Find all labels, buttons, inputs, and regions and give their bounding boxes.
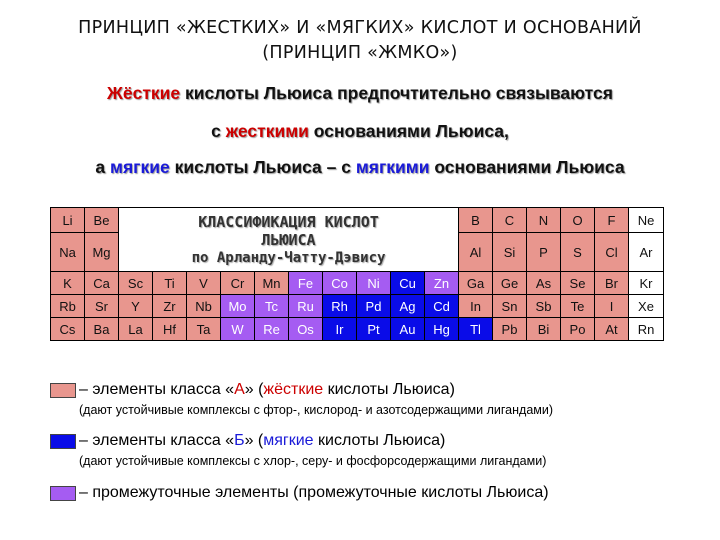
element-cell-tc: Tc <box>255 295 289 318</box>
element-cell-sb: Sb <box>527 295 561 318</box>
element-cell-ta: Ta <box>187 318 221 341</box>
principle-text: основаниями Льюиса, <box>308 121 509 141</box>
element-cell-ar: Ar <box>629 233 664 272</box>
legend-swatch-intermediate <box>50 486 76 501</box>
element-cell-li: Li <box>51 208 85 233</box>
element-cell-ti: Ti <box>153 272 187 295</box>
element-cell-zn: Zn <box>425 272 459 295</box>
element-cell-hf: Hf <box>153 318 187 341</box>
element-cell-po: Po <box>561 318 595 341</box>
element-cell-nb: Nb <box>187 295 221 318</box>
element-cell-w: W <box>221 318 255 341</box>
principle-text: с <box>211 121 226 141</box>
element-cell-at: At <box>595 318 629 341</box>
legend-swatch-hard <box>50 383 76 398</box>
element-cell-y: Y <box>119 295 153 318</box>
element-cell-pt: Pt <box>357 318 391 341</box>
element-cell-be: Be <box>85 208 119 233</box>
element-cell-v: V <box>187 272 221 295</box>
element-cell-os: Os <box>289 318 323 341</box>
principle-text: кислоты Льюиса предпочтительно связываются <box>180 83 613 103</box>
legend-hard-word: жёсткие <box>263 381 324 398</box>
element-cell-ir: Ir <box>323 318 357 341</box>
legend-soft-note: (дают устойчивые комплексы с хлор-, серу- и фосфорсодержащими лигандами) <box>79 454 547 468</box>
legend-soft <box>79 431 445 451</box>
soft-word: мягкими <box>355 157 430 177</box>
element-cell-mg: Mg <box>85 233 119 272</box>
principle-line-3 <box>0 157 720 178</box>
element-cell-cr: Cr <box>221 272 255 295</box>
element-cell-f: F <box>595 208 629 233</box>
principle-text: а <box>95 157 110 177</box>
legend-class-letter: Б <box>234 432 245 449</box>
element-cell-bi: Bi <box>527 318 561 341</box>
element-cell-te: Te <box>561 295 595 318</box>
element-cell-k: K <box>51 272 85 295</box>
legend-text: » ( <box>244 432 264 449</box>
element-cell-si: Si <box>493 233 527 272</box>
principle-text: кислоты Льюиса – с <box>169 157 356 177</box>
element-cell-ni: Ni <box>357 272 391 295</box>
element-cell-re: Re <box>255 318 289 341</box>
legend-soft-word: мягкие <box>263 432 314 449</box>
hard-word: Жёсткие <box>107 83 181 103</box>
element-cell-ge: Ge <box>493 272 527 295</box>
element-cell-in: In <box>459 295 493 318</box>
element-cell-hg: Hg <box>425 318 459 341</box>
element-cell-au: Au <box>391 318 425 341</box>
element-cell-ru: Ru <box>289 295 323 318</box>
principle-text: основаниями Льюиса <box>429 157 625 177</box>
legend-text: – элементы класса « <box>79 381 235 398</box>
element-cell-pb: Pb <box>493 318 527 341</box>
legend-text: кислоты Льюиса) <box>313 432 446 449</box>
element-cell-ca: Ca <box>85 272 119 295</box>
element-cell-mn: Mn <box>255 272 289 295</box>
page-title: ПРИНЦИП «ЖЕСТКИХ» И «МЯГКИХ» КИСЛОТ И ОСНОВАНИЙ <box>78 18 642 38</box>
element-cell-n: N <box>527 208 561 233</box>
legend-class-letter: А <box>234 381 245 398</box>
element-cell-ga: Ga <box>459 272 493 295</box>
classification-line: КЛАССИФИКАЦИЯ КИСЛОТ <box>198 212 379 231</box>
element-cell-cd: Cd <box>425 295 459 318</box>
principle-line-1 <box>0 83 720 104</box>
element-cell-b: B <box>459 208 493 233</box>
hard-word: жесткими <box>225 121 309 141</box>
element-cell-pd: Pd <box>357 295 391 318</box>
element-cell-s: S <box>561 233 595 272</box>
element-cell-tl: Tl <box>459 318 493 341</box>
legend-text: » ( <box>244 381 264 398</box>
periodic-table <box>50 207 664 341</box>
element-cell-p: P <box>527 233 561 272</box>
element-cell-br: Br <box>595 272 629 295</box>
element-cell-cs: Cs <box>51 318 85 341</box>
element-cell-rh: Rh <box>323 295 357 318</box>
element-cell-se: Se <box>561 272 595 295</box>
element-cell-sn: Sn <box>493 295 527 318</box>
element-cell-i: I <box>595 295 629 318</box>
element-cell-sc: Sc <box>119 272 153 295</box>
soft-word: мягкие <box>110 157 170 177</box>
principle-line-2 <box>0 121 720 142</box>
element-cell-al: Al <box>459 233 493 272</box>
element-cell-sr: Sr <box>85 295 119 318</box>
element-cell-as: As <box>527 272 561 295</box>
element-cell-co: Co <box>323 272 357 295</box>
element-cell-rb: Rb <box>51 295 85 318</box>
legend-swatch-soft <box>50 434 76 449</box>
legend-intermediate: – промежуточные элементы (промежуточные кислоты Льюиса) <box>79 484 549 501</box>
element-cell-o: O <box>561 208 595 233</box>
element-cell-ne: Ne <box>629 208 664 233</box>
legend-text: кислоты Льюиса) <box>323 381 455 398</box>
legend-hard-note: (дают устойчивые комплексы с фтор-, кислород- и азотсодержащими лигандами) <box>79 403 554 417</box>
element-cell-cu: Cu <box>391 272 425 295</box>
element-cell-fe: Fe <box>289 272 323 295</box>
element-cell-mo: Mo <box>221 295 255 318</box>
classification-title <box>119 208 459 272</box>
classification-line: ЛЬЮИСА <box>261 230 316 249</box>
element-cell-na: Na <box>51 233 85 272</box>
element-cell-la: La <box>119 318 153 341</box>
classification-subtitle: по Арланду-Чатту-Дэвису <box>191 249 386 266</box>
element-cell-xe: Xe <box>629 295 664 318</box>
page-title-abbrev: (ПРИНЦИП «ЖМКО») <box>262 43 458 63</box>
element-cell-rn: Rn <box>629 318 664 341</box>
element-cell-kr: Kr <box>629 272 664 295</box>
element-cell-zr: Zr <box>153 295 187 318</box>
element-cell-ba: Ba <box>85 318 119 341</box>
element-cell-c: C <box>493 208 527 233</box>
legend-text: – элементы класса « <box>79 432 235 449</box>
element-cell-ag: Ag <box>391 295 425 318</box>
legend-hard <box>79 380 455 400</box>
element-cell-cl: Cl <box>595 233 629 272</box>
